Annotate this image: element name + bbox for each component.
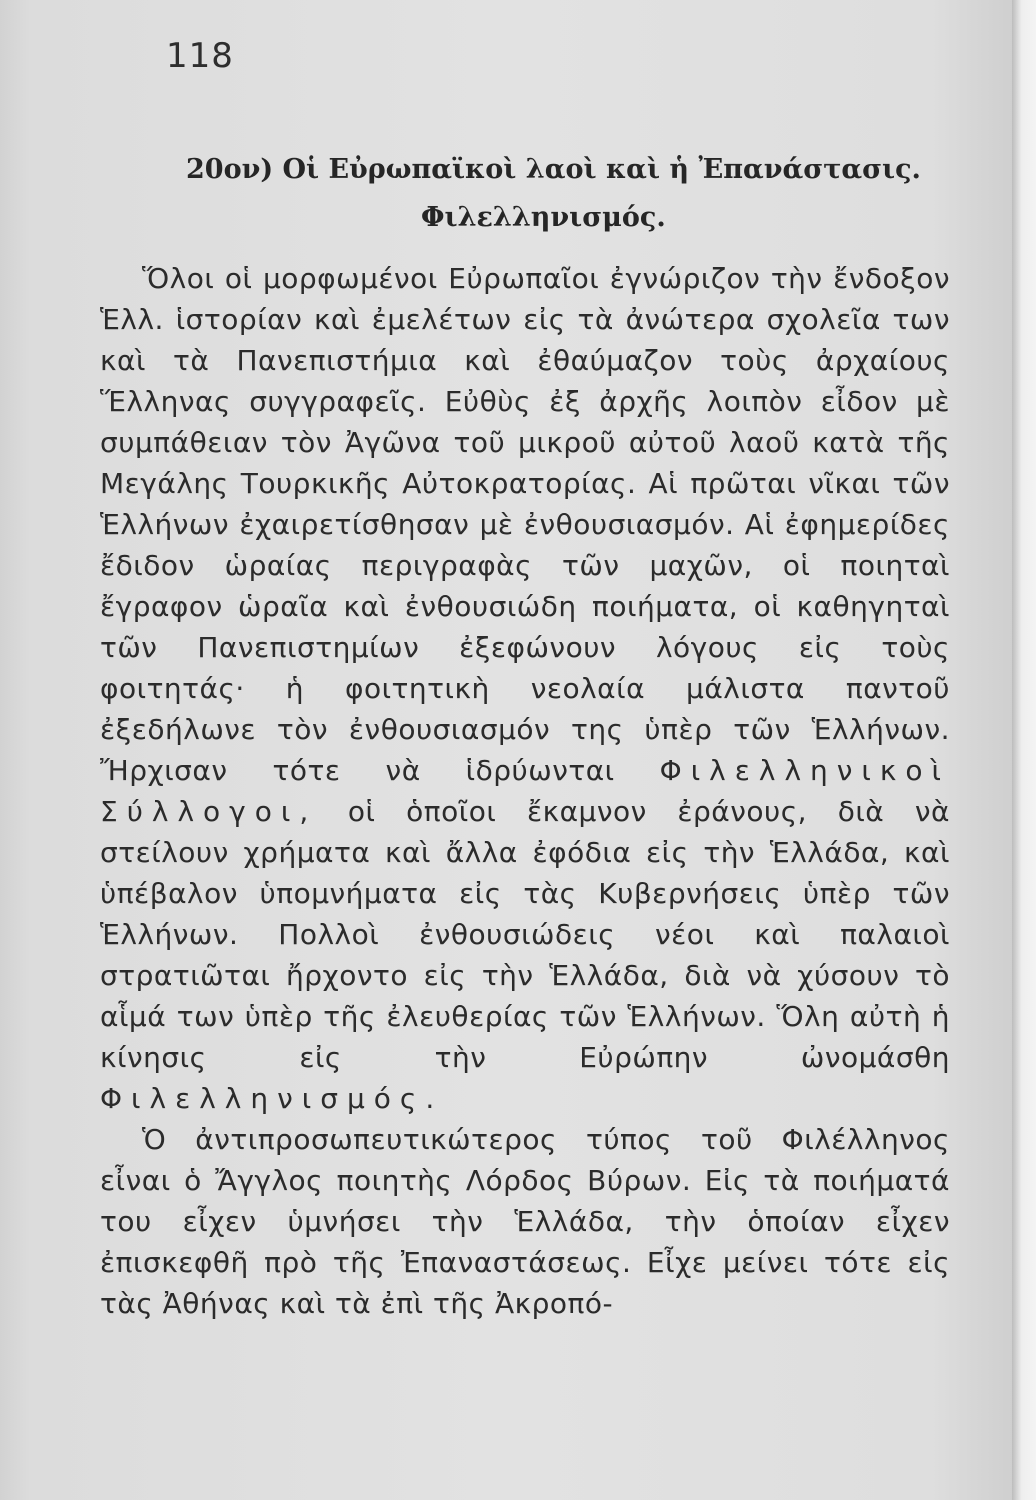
chapter-title [186, 146, 966, 242]
body-text [100, 258, 950, 1324]
page-number: 118 [166, 36, 234, 76]
chapter-title-line1: 20ον) Οἱ Εὐρωπαϊκοὶ λαοὶ καὶ ἡ Ἐπανάστασις. [186, 154, 921, 185]
paragraph-1-part-a: Ὅλοι οἱ μορφωμένοι Εὐρωπαῖοι ἐγνώριζον τὴν ἔνδοξον Ἑλλ. ἱστορίαν καὶ ἐμελέτων εἰς τὰ ἀνώτερα σχολεῖα των καὶ τὰ Πανεπιστήμια καὶ ἐθαύμαζον τοὺς ἀρχαίους Ἕλληνας συγγραφεῖς. Εὐθὺς ἐξ ἀρχῆς λοιπὸν εἶδον μὲ συμπάθειαν τὸν Ἀγῶνα τοῦ μικροῦ αὐτοῦ λαοῦ κατὰ τῆς Μεγάλης Τουρκικῆς Αὐτοκρατορίας. Αἱ πρῶται νῖκαι τῶν Ἑλλήνων ἐχαιρετίσθησαν μὲ ἐνθουσιασμόν. Αἱ ἐφημερίδες ἔδιδον ὡραίας περιγραφὰς τῶν μαχῶν, οἱ ποιηταὶ ἔγραφον ὡραῖα καὶ ἐνθουσιώδη ποιήματα, οἱ καθηγηταὶ τῶν Πανεπιστημίων ἐξεφώνουν λόγους εἰς τοὺς φοιτητάς· ἡ φοιτητικὴ νεολαία μάλιστα παντοῦ ἐξεδήλωνε τὸν ἐνθουσιασμόν της ὑπὲρ τῶν Ἑλλήνων. Ἤρχισαν τότε νὰ ἱδρύωνται [100, 262, 950, 787]
term-philhellenic-societies: Φιλελληνικοὶ Σύλλογοι, [100, 754, 950, 828]
paragraph-2: Ὁ ἀντιπροσωπευτικώτερος τύπος τοῦ Φιλέλληνος εἶναι ὁ Ἄγγλος ποιητὴς Λόρδος Βύρων. Εἰς τὰ ποιήματά του εἶχεν ὑμνήσει τὴν Ἑλλάδα, τὴν ὁποίαν εἶχεν ἐπισκεφθῆ πρὸ τῆς Ἐπαναστάσεως. Εἶχε μείνει τότε εἰς τὰς Ἀθήνας καὶ τὰ ἐπὶ τῆς Ἀκροπό- [100, 1123, 950, 1320]
chapter-title-line2: Φιλελληνισμός. [421, 202, 666, 233]
paragraph-1-part-b: οἱ ὁποῖοι ἔκαμνον ἐράνους, διὰ νὰ στείλουν χρήματα καὶ ἄλλα ἐφόδια εἰς τὴν Ἑλλάδα, καὶ ὑπέβαλον ὑπομνήματα εἰς τὰς Κυβερνήσεις ὑπὲρ τῶν Ἑλλήνων. Πολλοὶ ἐνθουσιώδεις νέοι καὶ παλαιοὶ στρατιῶται ἤρχοντο εἰς τὴν Ἑλλάδα, διὰ νὰ χύσουν τὸ αἷμά των ὑπὲρ τῆς ἐλευθερίας τῶν Ἑλλήνων. Ὅλη αὐτὴ ἡ κίνησις εἰς τὴν Εὐρώπην ὠνομάσθη [100, 795, 950, 1074]
paragraph-1 [100, 258, 950, 1119]
page-edge [1012, 0, 1036, 1500]
term-philhellenism: Φιλελληνισμός. [100, 1082, 444, 1115]
